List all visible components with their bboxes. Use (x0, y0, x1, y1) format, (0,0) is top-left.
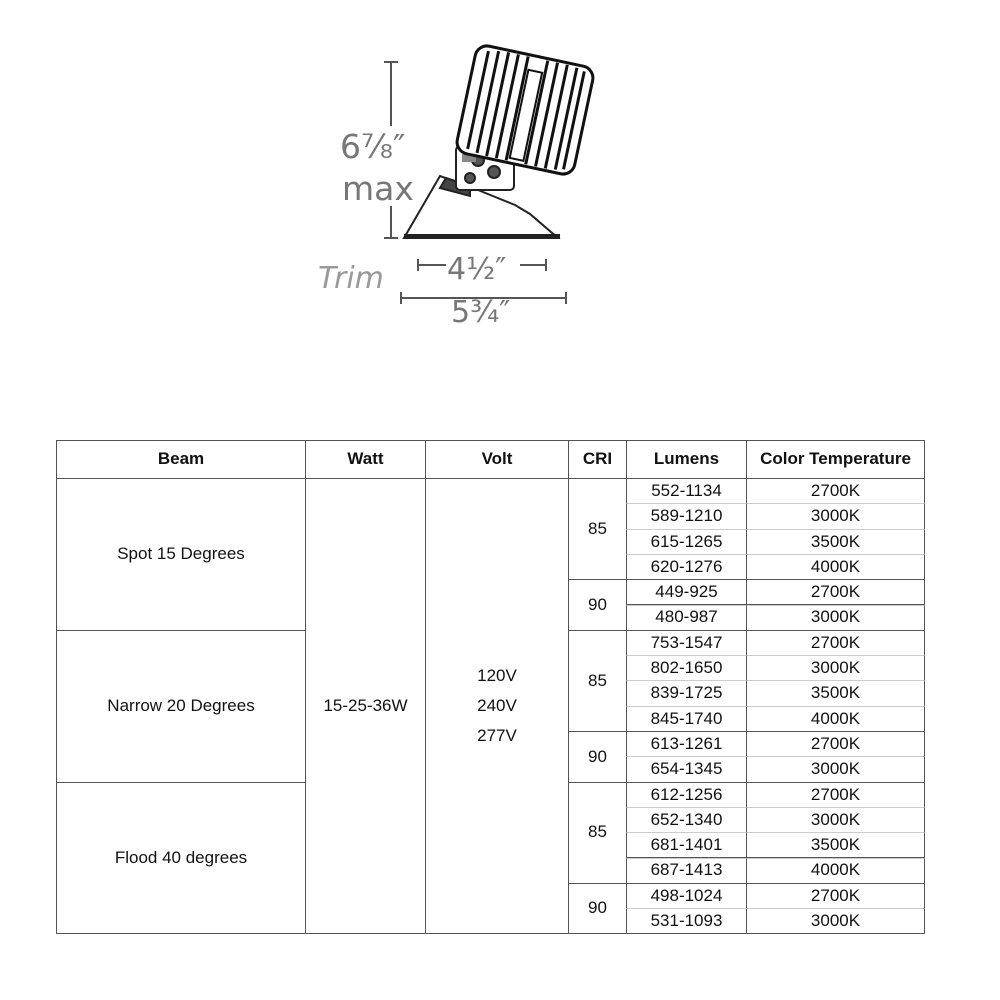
trim-width-value: 4½″ (447, 252, 507, 287)
color-temperature-cell: 4000K (746, 706, 925, 732)
color-temperature-cell: 3500K (746, 529, 925, 555)
color-temperature-cell: 2700K (746, 630, 925, 656)
lumens-cell: 613-1261 (626, 731, 747, 757)
cri-cell: 90 (568, 883, 627, 935)
outer-width-value: 5¾″ (451, 295, 511, 330)
color-temperature-cell: 4000K (746, 554, 925, 580)
beam-cell: Narrow 20 Degrees (56, 630, 306, 783)
lumens-cell: 449-925 (626, 579, 747, 605)
lumens-cell: 531-1093 (626, 908, 747, 934)
watt-cell: 15-25-36W (305, 478, 426, 934)
height-dimension-unit: max (342, 169, 414, 208)
cri-cell: 85 (568, 782, 627, 884)
lumens-cell: 498-1024 (626, 883, 747, 909)
lumens-cell: 839-1725 (626, 680, 747, 706)
header-cell: Lumens (626, 440, 747, 479)
color-temperature-cell: 3000K (746, 655, 925, 681)
header-cell: Color Temperature (746, 440, 925, 479)
header-cell: Beam (56, 440, 306, 479)
cri-cell: 90 (568, 579, 627, 631)
color-temperature-cell: 4000K (746, 858, 925, 884)
color-temperature-cell: 2700K (746, 478, 925, 504)
lumens-cell: 802-1650 (626, 655, 747, 681)
color-temperature-cell: 3000K (746, 756, 925, 782)
volt-cell (425, 478, 569, 934)
color-temperature-cell: 2700K (746, 731, 925, 757)
height-dimension-value: 6⅞″ (340, 127, 406, 166)
header-cell: Volt (425, 440, 569, 479)
color-temperature-cell: 3500K (746, 832, 925, 858)
volt-value: 277V (477, 726, 517, 746)
header-cell: Watt (305, 440, 426, 479)
beam-cell: Flood 40 degrees (56, 782, 306, 935)
color-temperature-cell: 2700K (746, 579, 925, 605)
lumens-cell: 615-1265 (626, 529, 747, 555)
color-temperature-cell: 3500K (746, 680, 925, 706)
trim-label: Trim (318, 261, 384, 296)
dimension-drawing (0, 0, 1000, 360)
volt-value: 240V (477, 696, 517, 716)
color-temperature-cell: 3000K (746, 807, 925, 833)
beam-cell: Spot 15 Degrees (56, 478, 306, 631)
cri-cell: 90 (568, 731, 627, 783)
color-temperature-cell: 3000K (746, 503, 925, 529)
spec-table (56, 440, 924, 934)
color-temperature-cell: 3000K (746, 908, 925, 934)
lumens-cell: 681-1401 (626, 832, 747, 858)
cri-cell: 85 (568, 630, 627, 732)
header-cell: CRI (568, 440, 627, 479)
cri-cell: 85 (568, 478, 627, 580)
lumens-cell: 620-1276 (626, 554, 747, 580)
volt-value: 120V (477, 666, 517, 686)
lumens-cell: 845-1740 (626, 706, 747, 732)
color-temperature-cell: 3000K (746, 605, 925, 631)
lumens-cell: 480-987 (626, 605, 747, 631)
lumens-cell: 654-1345 (626, 756, 747, 782)
lumens-cell: 687-1413 (626, 858, 747, 884)
lumens-cell: 612-1256 (626, 782, 747, 808)
lumens-cell: 652-1340 (626, 807, 747, 833)
lumens-cell: 753-1547 (626, 630, 747, 656)
lumens-cell: 552-1134 (626, 478, 747, 504)
heat-sink (455, 44, 595, 177)
color-temperature-cell: 2700K (746, 782, 925, 808)
color-temperature-cell: 2700K (746, 883, 925, 909)
lumens-cell: 589-1210 (626, 503, 747, 529)
